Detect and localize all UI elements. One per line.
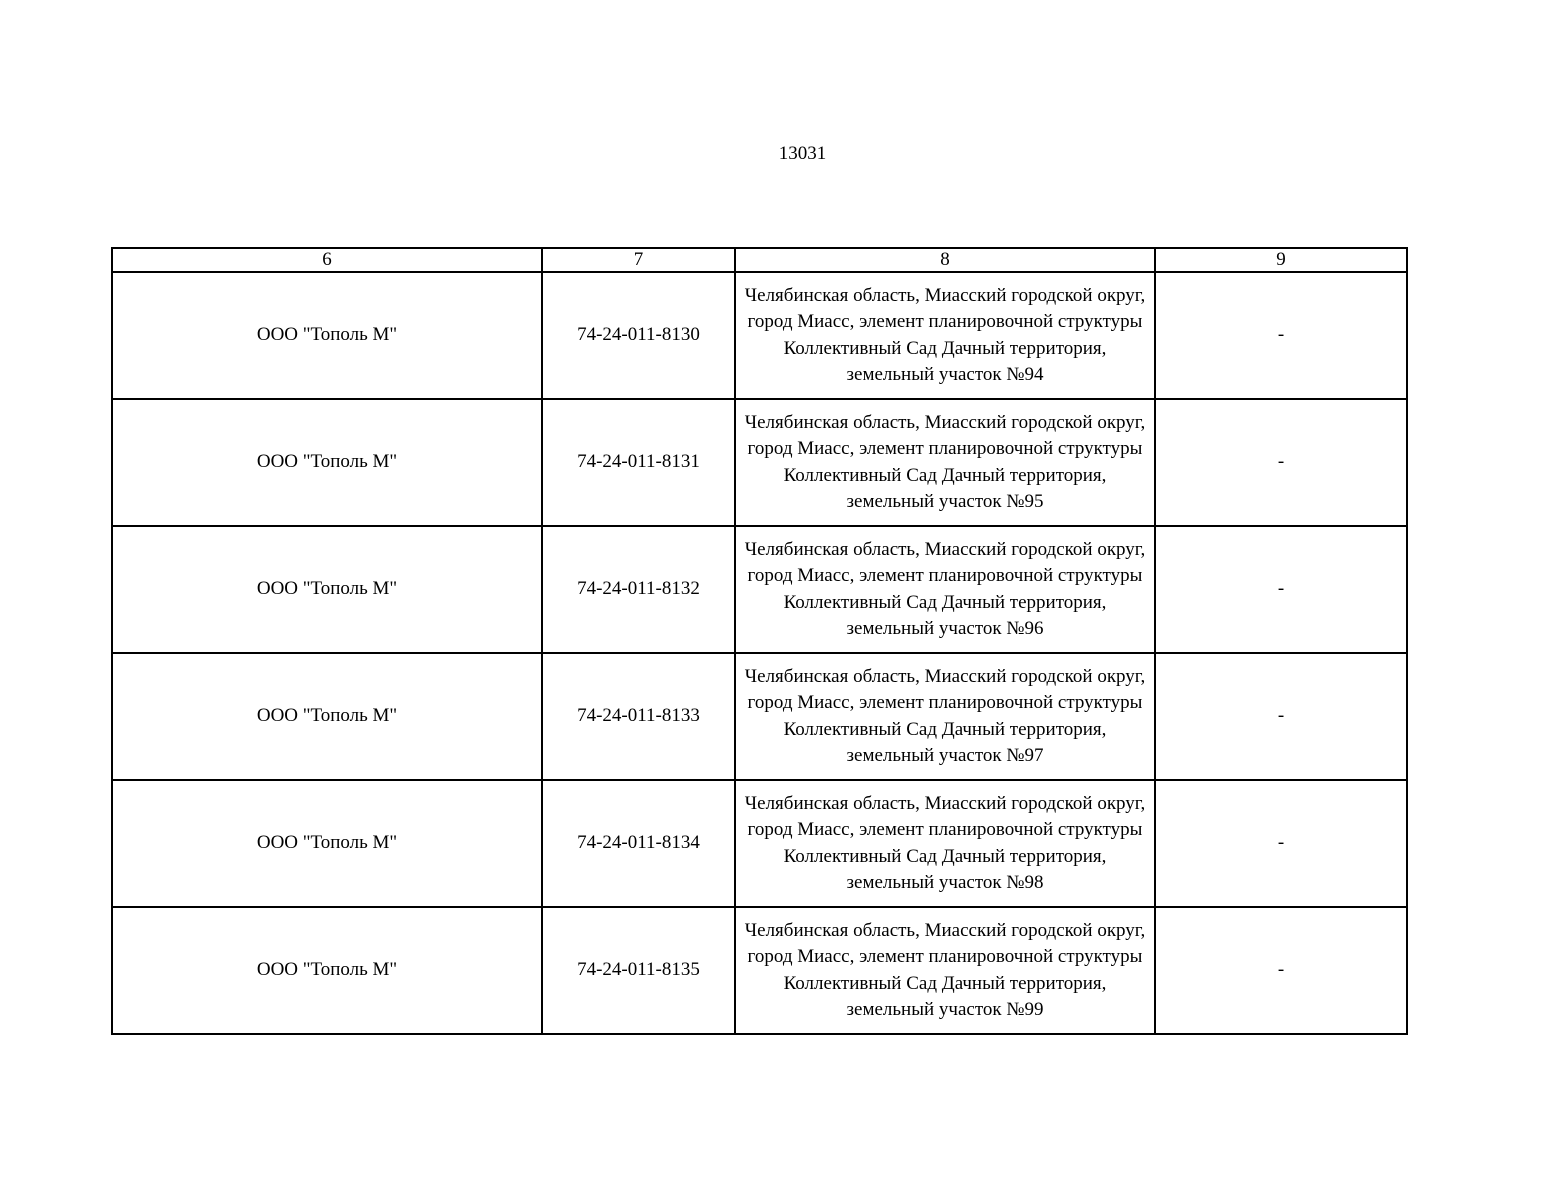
registration-number-cell: 74-24-011-8135 — [542, 907, 735, 1034]
table-row — [112, 907, 1407, 1034]
owner-cell: ООО "Тополь М" — [112, 653, 542, 780]
table-row — [112, 526, 1407, 653]
column-header-7: 7 — [542, 248, 735, 272]
column-header-8: 8 — [735, 248, 1155, 272]
address-cell: Челябинская область, Миасский городской округ, город Миасс, элемент планировочной структуры Коллективный Сад Дачный территория, земельный участок №96 — [735, 526, 1155, 653]
note-cell: - — [1155, 780, 1407, 907]
registration-number-cell: 74-24-011-8130 — [542, 272, 735, 399]
table-row — [112, 653, 1407, 780]
owner-cell: ООО "Тополь М" — [112, 272, 542, 399]
page-number: 13031 — [778, 143, 827, 164]
table-row — [112, 780, 1407, 907]
note-cell: - — [1155, 526, 1407, 653]
address-cell: Челябинская область, Миасский городской округ, город Миасс, элемент планировочной структуры Коллективный Сад Дачный территория, земельный участок №97 — [735, 653, 1155, 780]
owner-cell: ООО "Тополь М" — [112, 526, 542, 653]
address-cell: Челябинская область, Миасский городской округ, город Миасс, элемент планировочной структуры Коллективный Сад Дачный территория, земельный участок №94 — [735, 272, 1155, 399]
note-cell: - — [1155, 653, 1407, 780]
registration-number-cell: 74-24-011-8133 — [542, 653, 735, 780]
owner-cell: ООО "Тополь М" — [112, 907, 542, 1034]
column-header-9: 9 — [1155, 248, 1407, 272]
address-cell: Челябинская область, Миасский городской округ, город Миасс, элемент планировочной структуры Коллективный Сад Дачный территория, земельный участок №98 — [735, 780, 1155, 907]
note-cell: - — [1155, 272, 1407, 399]
header-row — [112, 248, 1407, 272]
owner-cell: ООО "Тополь М" — [112, 780, 542, 907]
address-cell: Челябинская область, Миасский городской округ, город Миасс, элемент планировочной структуры Коллективный Сад Дачный территория, земельный участок №99 — [735, 907, 1155, 1034]
table-row — [112, 272, 1407, 399]
registration-number-cell: 74-24-011-8132 — [542, 526, 735, 653]
registry-table — [111, 247, 1408, 1035]
note-cell: - — [1155, 907, 1407, 1034]
registration-number-cell: 74-24-011-8131 — [542, 399, 735, 526]
address-cell: Челябинская область, Миасский городской округ, город Миасс, элемент планировочной структуры Коллективный Сад Дачный территория, земельный участок №95 — [735, 399, 1155, 526]
note-cell: - — [1155, 399, 1407, 526]
table-row — [112, 399, 1407, 526]
owner-cell: ООО "Тополь М" — [112, 399, 542, 526]
registration-number-cell: 74-24-011-8134 — [542, 780, 735, 907]
column-header-6: 6 — [112, 248, 542, 272]
